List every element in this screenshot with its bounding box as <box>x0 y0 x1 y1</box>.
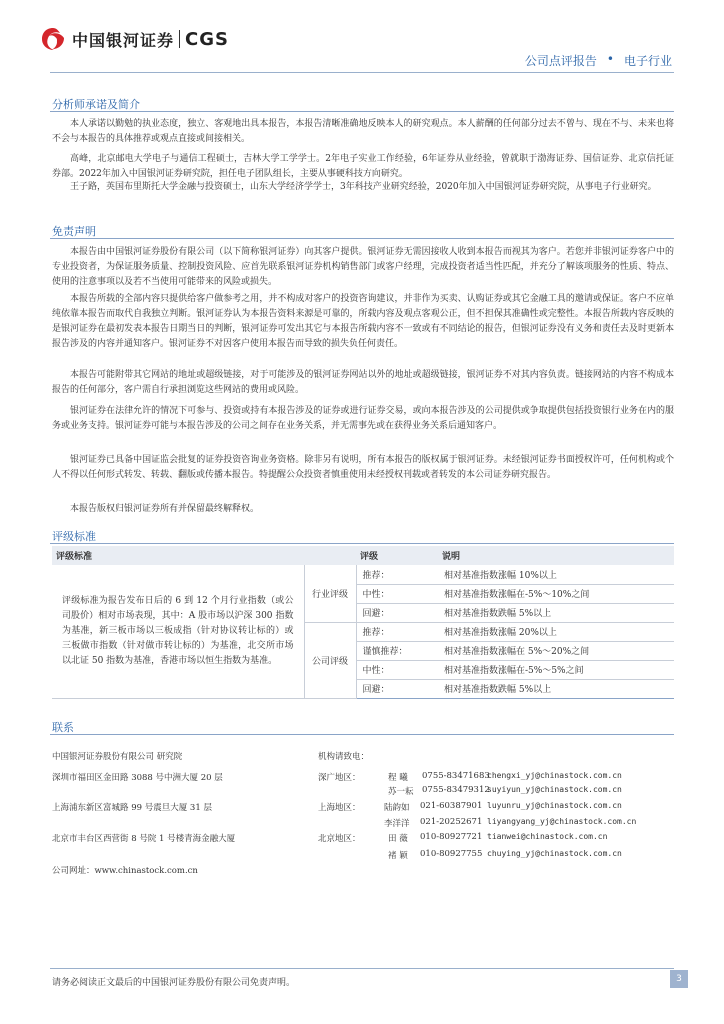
contact-name: 苏一耘 <box>388 787 414 797</box>
rating-explanation: 相对基准指数涨幅在-5%～10%之间 <box>438 584 674 603</box>
contact-email[interactable]: luyunru_yj@chinastock.com.cn <box>487 801 622 810</box>
analyst-commitment: 本人承诺以勤勉的执业态度，独立、客观地出具本报告，本报告清晰准确地反映本人的研究观点。本人薪酬的任何部分过去不曾与、现在不与、未来也将不会与本报告的具体推荐或观点直接或间接相关。 <box>52 119 674 144</box>
brand-name-en: CGS <box>185 28 229 50</box>
company-rating-label: 公司评级 <box>304 622 356 698</box>
report-category <box>525 52 672 69</box>
page-header <box>0 0 724 70</box>
rating-explanation: 相对基准指数跌幅 5%以上 <box>438 679 674 698</box>
contact-email[interactable]: tianwei@chinastock.com.cn <box>487 832 608 841</box>
contact-phone: 0755-83471683 <box>422 771 490 781</box>
industry-label: 电子行业 <box>623 54 672 68</box>
rating-section-title: 评级标准 <box>52 530 96 543</box>
contact-email[interactable]: chengxi_yj@chinastock.com.cn <box>487 771 622 780</box>
header-empty <box>304 546 356 565</box>
page-number: 3 <box>670 970 688 988</box>
rating-table <box>52 546 674 699</box>
disclaimer-p3: 本报告可能附带其它网站的地址或超级链接，对于可能涉及的银河证券网站以外的地址或超级链接，银河证券不对其内容负责。链接网站的内容不构成本报告的任何部分，客户需自行承担浏览这些网站的费用或风险。 <box>52 370 674 395</box>
rating-level: 回避： <box>356 603 438 622</box>
disclaimer-section-title: 免责声明 <box>52 225 96 238</box>
address-shanghai: 上海浦东新区富城路 99 号震旦大厦 31 层 <box>52 803 212 813</box>
contact-name: 程 曦 <box>388 773 408 783</box>
rating-level: 中性： <box>356 584 438 603</box>
header-divider <box>50 72 674 73</box>
contact-phone: 021-20252671 <box>420 817 483 827</box>
rating-explanation: 相对基准指数涨幅在 5%～20%之间 <box>438 641 674 660</box>
disclaimer-p1: 本报告由中国银河证券股份有限公司（以下简称银河证券）向其客户提供。银河证券无需因接收人收到本报告而视其为客户。若您并非银河证券客户中的专业投资者，为保证服务质量、控制投资风险、应首先联系银河证券机构销售部门或客户经理，完成投资者适当性匹配，并充分了解该项服务的性质、特点、使用的注意事项以及若不当使用可能带来的风险或损失。 <box>52 247 674 287</box>
analyst-bio-gaofeng: 高峰，北京邮电大学电子与通信工程硕士，吉林大学工学学士。2年电子实业工作经验，6年证券从业经验，曾就职于渤海证券、国信证券、北京信托证券部。2022年加入中国银河证券研究院，担任电子团队组长，主要从事硬科技方向研究。 <box>52 154 674 179</box>
rating-table-header <box>52 546 674 565</box>
analyst-section-title: 分析师承诺及简介 <box>52 98 140 111</box>
rating-criteria-description: 评级标准为报告发布日后的 6 到 12 个月行业指数（或公司股价）相对市场表现，其中：A 股市场以沪深 300 指数为基准，新三板市场以三板成指（针对协议转让标的）或三板做市指数（针对做市转让标的）为基准，北交所市场以北证 50 指数为基准，香港市场以恒生指数为基准。 <box>52 565 304 698</box>
header-bullet: • <box>606 52 614 66</box>
disclaimer-p4: 银河证券在法律允许的情况下可参与、投资或持有本报告涉及的证券或进行证券交易，或向本报告涉及的公司提供或争取提供包括投资银行业务在内的服务或业务支持。银河证券可能与本报告涉及的公司之间存在业务关系，并无需事先或在获得业务关系后通知客户。 <box>52 406 674 431</box>
contact-name: 李洋洋 <box>384 819 410 829</box>
analyst-bio-wangzilu: 王子路，英国布里斯托大学金融与投资硕士，山东大学经济学学士，3年科技产业研究经验，2020年加入中国银河证券研究院，从事电子行业研究。 <box>70 182 657 192</box>
address-beijing: 北京市丰台区西营街 8 号院 1 号楼青海金融大厦 <box>52 834 236 844</box>
contact-phone: 010-80927721 <box>420 832 483 842</box>
rating-level: 中性： <box>356 660 438 679</box>
rating-explanation: 相对基准指数跌幅 5%以上 <box>438 603 674 622</box>
brand-name-cn: 中国银河证券 <box>72 30 175 50</box>
brand-logo <box>40 26 229 52</box>
disclaimer-p6: 本报告版权归银河证券所有并保留最终解释权。 <box>70 504 260 514</box>
disclaimer-section-rule <box>50 238 674 239</box>
header-rating: 评级 <box>356 546 438 565</box>
rating-explanation: 相对基准指数涨幅 20%以上 <box>438 622 674 641</box>
header-criteria: 评级标准 <box>52 546 304 565</box>
analyst-section-rule <box>50 111 674 112</box>
rating-level: 谨慎推荐： <box>356 641 438 660</box>
rating-level: 推荐： <box>356 565 438 584</box>
report-type-label: 公司点评报告 <box>524 54 597 68</box>
contact-section-rule <box>50 734 674 735</box>
footer-notice: 请务必阅读正文最后的中国银河证券股份有限公司免责声明。 <box>52 978 296 988</box>
brand-divider <box>179 30 180 48</box>
sales-contact-title: 机构请致电： <box>318 752 370 762</box>
company-website: 公司网址：www.chinastock.com.cn <box>52 866 198 876</box>
address-shenzhen: 深圳市福田区金田路 3088 号中洲大厦 20 层 <box>52 773 223 783</box>
company-name: 中国银河证券股份有限公司 研究院 <box>52 752 183 762</box>
rating-explanation: 相对基准指数涨幅在-5%～5%之间 <box>438 660 674 679</box>
contact-email[interactable]: suyiyun_yj@chinastock.com.cn <box>487 785 622 794</box>
contact-email[interactable]: liyangyang_yj@chinastock.com.cn <box>487 817 637 826</box>
header-explanation: 说明 <box>438 546 674 565</box>
contact-phone: 0755-83479312 <box>422 785 490 795</box>
table-row <box>52 565 674 584</box>
rating-section-rule <box>50 543 674 544</box>
contact-email[interactable]: chuying_yj@chinastock.com.cn <box>487 849 622 858</box>
industry-rating-label: 行业评级 <box>304 565 356 622</box>
rating-level: 推荐： <box>356 622 438 641</box>
region-label: 北京地区： <box>318 834 361 844</box>
contact-phone: 021-60387901 <box>420 801 483 811</box>
galaxy-logo-icon <box>40 26 66 52</box>
disclaimer-p2: 本报告所载的全部内容只提供给客户做参考之用，并不构成对客户的投资咨询建议，并非作为买卖、认购证券或其它金融工具的邀请或保证。客户不应单纯依靠本报告而取代自我独立判断。银河证券认为本报告资料来源是可靠的，所载内容及观点客观公正，但不担保其准确性或完整性。本报告所载内容反映的是银河证券在最初发表本报告日期当日的判断，银河证券可发出其它与本报告所载内容不一致或有不同结论的报告，但银河证券没有义务和责任去及时更新本报告涉及的内容并通知客户。银河证券不对因客户使用本报告而导致的损失负任何责任。 <box>52 294 674 349</box>
footer-divider <box>50 968 674 969</box>
contact-phone: 010-80927755 <box>420 849 483 859</box>
region-label: 深广地区： <box>318 773 361 783</box>
rating-level: 回避： <box>356 679 438 698</box>
disclaimer-p5: 银河证券已具备中国证监会批复的证券投资咨询业务资格。除非另有说明，所有本报告的版权属于银河证券。未经银河证券书面授权许可，任何机构或个人不得以任何形式转发、转载、翻版或传播本报告。特提醒公众投资者慎重使用未经授权刊载或者转发的本公司证券研究报告。 <box>52 455 674 480</box>
contact-name: 褚 颖 <box>388 851 408 861</box>
region-label: 上海地区： <box>318 803 361 813</box>
contact-name: 田 薇 <box>388 834 408 844</box>
contact-name: 陆韵如 <box>384 803 410 813</box>
contact-section-title: 联系 <box>52 721 74 734</box>
rating-explanation: 相对基准指数涨幅 10%以上 <box>438 565 674 584</box>
